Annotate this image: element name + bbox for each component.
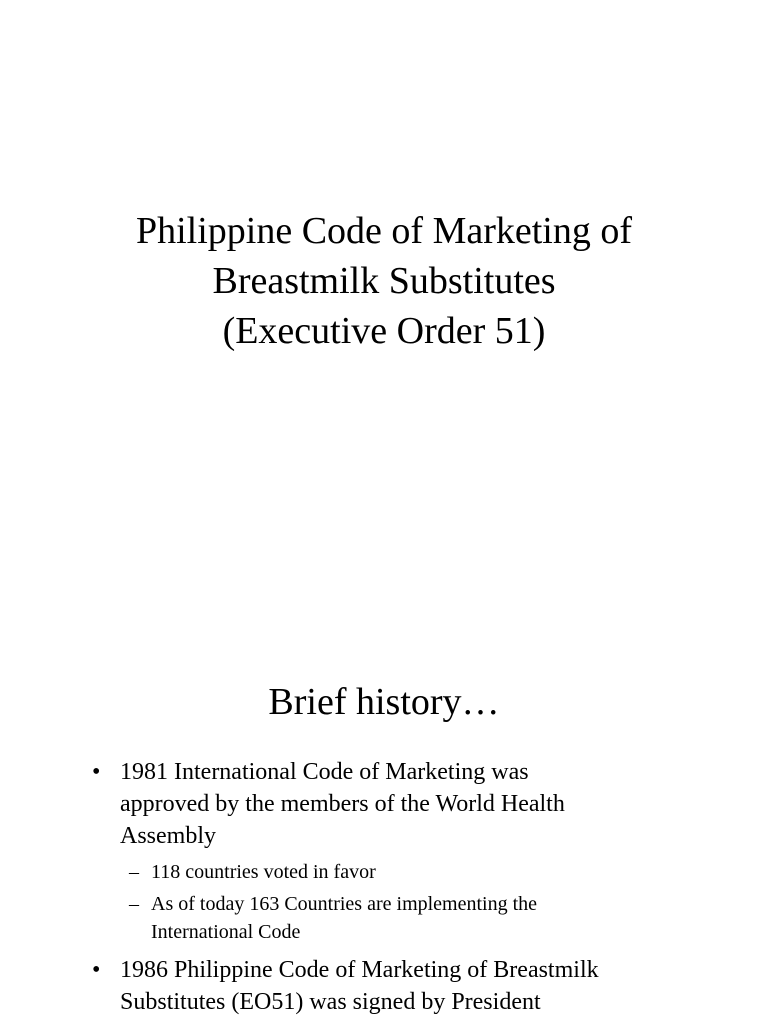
dash-marker: – bbox=[129, 861, 139, 883]
slide-heading: Brief history… bbox=[268, 681, 500, 723]
sub-bullet-list bbox=[0, 858, 768, 946]
title-line-1: Philippine Code of Marketing of bbox=[135, 210, 633, 252]
bullet-list bbox=[0, 756, 768, 1018]
sub-bullet-text-line: As of today 163 Countries are implementing the bbox=[151, 893, 538, 915]
bullet-text-line: 1981 International Code of Marketing was bbox=[120, 759, 529, 785]
sub-bullet-text-line: International Code bbox=[151, 921, 301, 943]
bullet-text-line: Substitutes (EO51) was signed by President bbox=[120, 989, 541, 1015]
sub-list-item bbox=[0, 858, 768, 886]
list-item bbox=[0, 954, 768, 1018]
dash-marker: – bbox=[129, 893, 139, 915]
list-item bbox=[0, 756, 768, 852]
title-line-2: Breastmilk Substitutes bbox=[212, 260, 556, 302]
bullet-text-line: 1986 Philippine Code of Marketing of Breastmilk bbox=[120, 957, 599, 983]
history-slide bbox=[0, 640, 768, 1024]
sub-bullet-text-line: 118 countries voted in favor bbox=[151, 861, 376, 883]
bullet-marker: • bbox=[92, 759, 101, 785]
slide-title bbox=[0, 206, 768, 356]
bullet-text-line: Assembly bbox=[120, 823, 216, 849]
bullet-marker: • bbox=[92, 957, 101, 983]
title-line-3: (Executive Order 51) bbox=[222, 310, 546, 352]
bullet-text-line: approved by the members of the World Health bbox=[120, 791, 565, 817]
sub-list-item bbox=[0, 890, 768, 946]
